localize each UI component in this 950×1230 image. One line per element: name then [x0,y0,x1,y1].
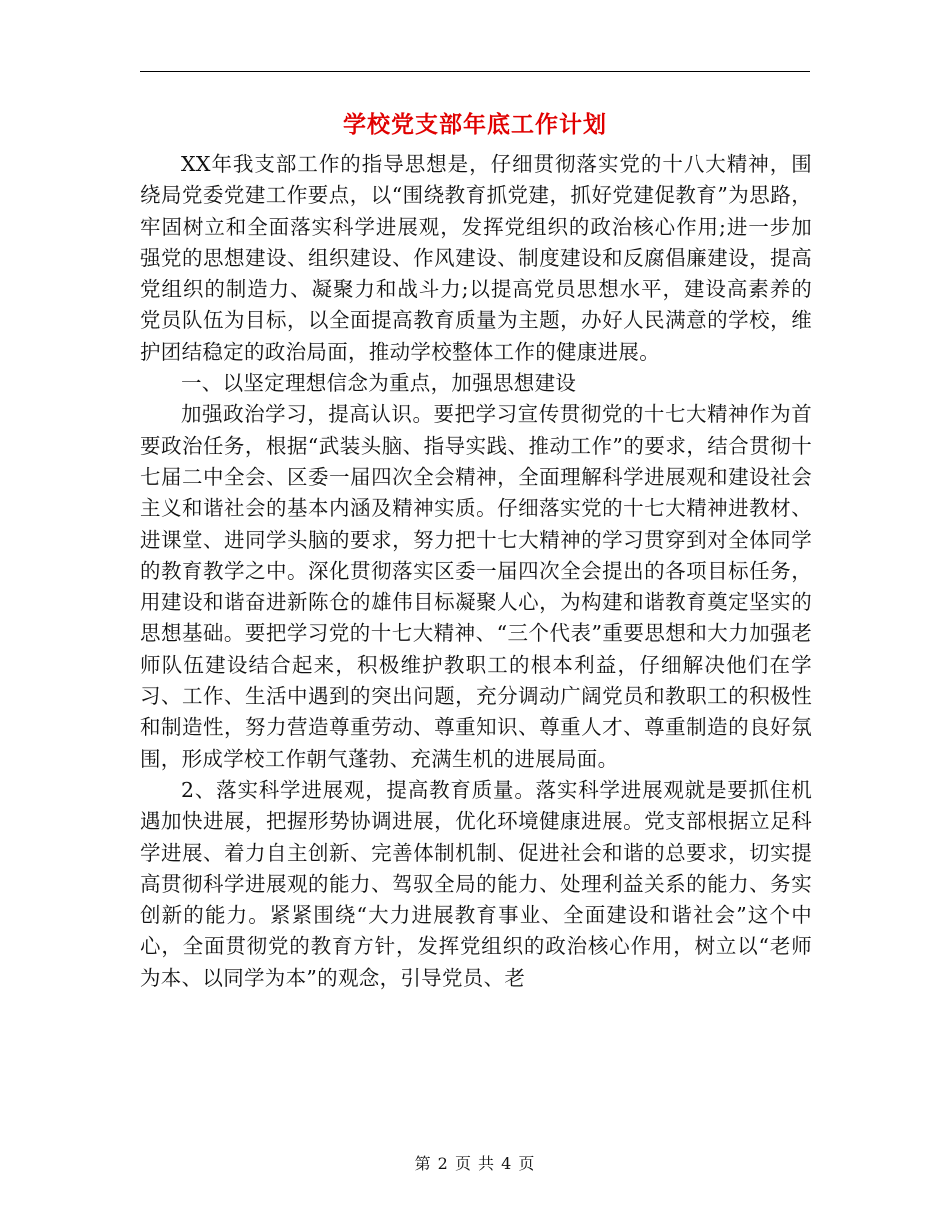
paragraph-guiding-ideology: XX年我支部工作的指导思想是，仔细贯彻落实党的十八大精神，围绕局党委党建工作要点，以“围绕教育抓党建，抓好党建促教育”为思路，牢固树立和全面落实科学进展观，发挥党组织的政治核心作用;进一步加强党的思想建设、组织建设、作风建设、制度建设和反腐倡廉建设，提高党组织的制造力、凝聚力和战斗力;以提高党员思想水平，建设高素养的党员队伍为目标，以全面提高教育质量为主题，办好人民满意的学校，维护团结稳定的政治局面，推动学校整体工作的健康进展。 [140,152,812,364]
page-number-footer: 第 2 页 共 4 页 [414,1154,536,1173]
document-body [140,149,812,994]
header-rule [140,71,810,72]
document-title: 学校党支部年底工作计划 [343,112,607,138]
paragraph-political-study: 加强政治学习，提高认识。要把学习宣传贯彻党的十七大精神作为首要政治任务，根据“武装头脑、指导实践、推动工作”的要求，结合贯彻十七届二中全会、区委一届四次全会精神，全面理解科学进展观和建设社会主义和谐社会的基本内涵及精神实质。仔细落实党的十七大精神进教材、进课堂、进同学头脑的要求，努力把十七大精神的学习贯穿到对全体同学的教育教学之中。深化贯彻落实区委一届四次全会提出的各项目标任务，用建设和谐奋进新陈仓的雄伟目标凝聚人心，为构建和谐教育奠定坚实的思想基础。要把学习党的十七大精神、“三个代表”重要思想和大力加强老师队伍建设结合起来，积极维护教职工的根本利益，仔细解决他们在学习、工作、生活中遇到的突出问题，充分调动广阔党员和教职工的积极性和制造性，努力营造尊重劳动、尊重知识、尊重人才、尊重制造的良好氛围，形成学校工作朝气蓬勃、充满生机的进展局面。 [140,402,812,771]
section-heading-ideological-building: 一、以坚定理想信念为重点，加强思想建设 [181,371,577,396]
paragraph-scientific-development: 2、落实科学进展观，提高教育质量。落实科学进展观就是要抓住机遇加快进展，把握形势协调进展，优化环境健康进展。党支部根据立足科学进展、着力自主创新、完善体制机制、促进社会和谐的总要求，切实提高贯彻科学进展观的能力、驾驭全局的能力、处理利益关系的能力、务实创新的能力。紧紧围绕“大力进展教育事业、全面建设和谐社会”这个中心，全面贯彻党的教育方针，发挥党组织的政治核心作用，树立以“老师为本、以同学为本”的观念，引导党员、老 [140,777,812,990]
